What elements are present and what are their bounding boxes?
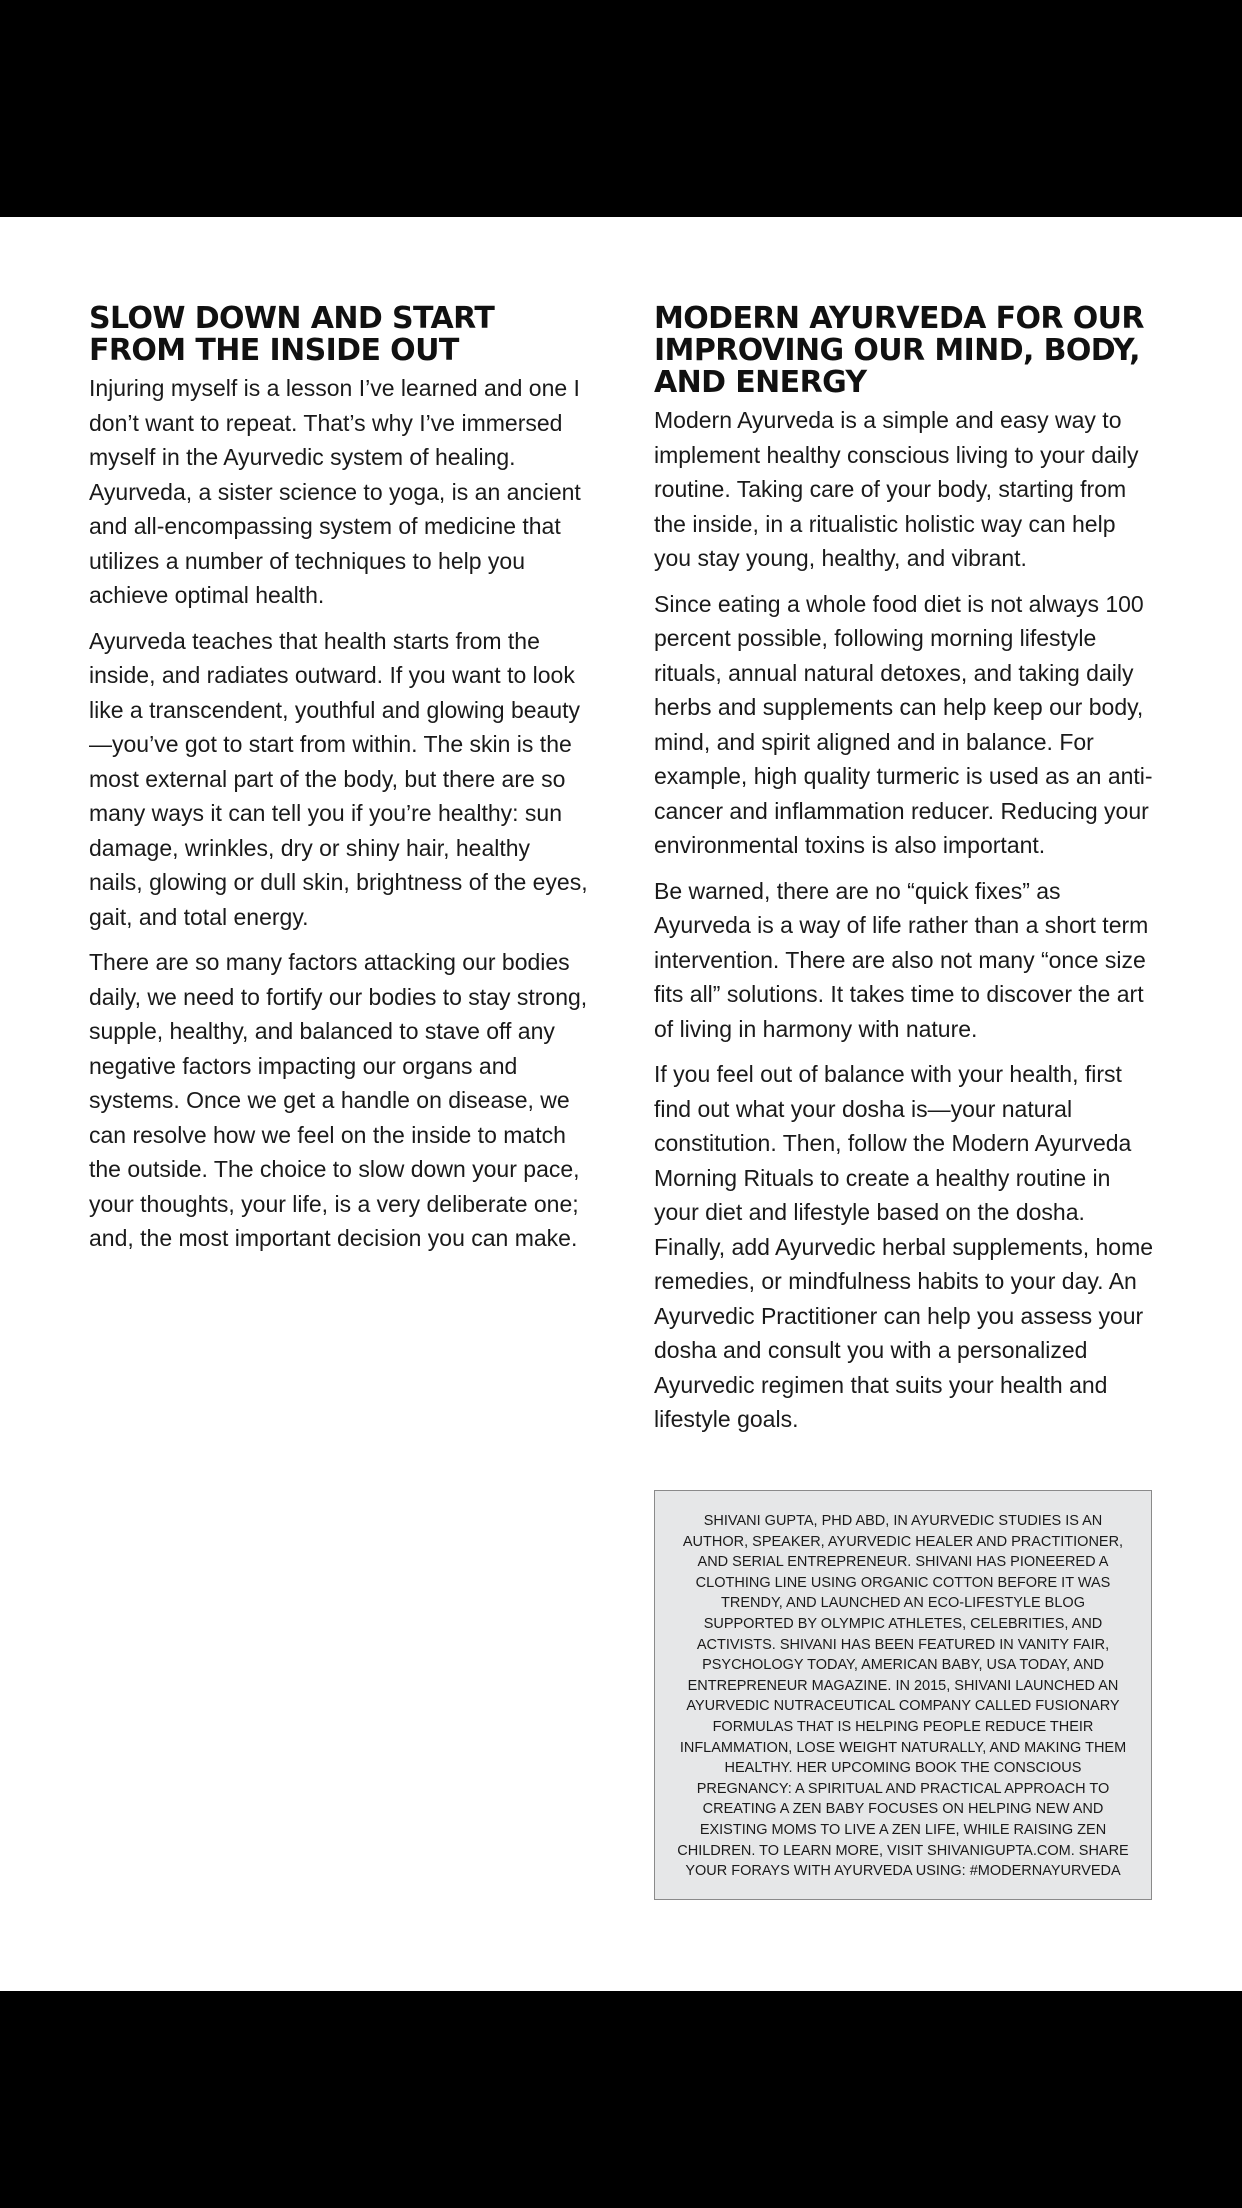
article-page — [0, 217, 1242, 1991]
left-paragraph: There are so many factors attacking our bodies daily, we need to fortify our bodies to stay strong, supple, healthy, and balanced to stave off any negative factors impacting our organs and systems. Once we get a handle on disease, we can resolve how we feel on the inside to match the outside. The choice to slow down your pace, your thoughts, your life, is a very deliberate one; and, the most important decision you can make. — [89, 949, 588, 1251]
left-column — [89, 303, 589, 1267]
left-column-heading: SLOW DOWN AND START FROM THE INSIDE OUT — [89, 301, 495, 368]
right-paragraph: Modern Ayurveda is a simple and easy way to implement healthy conscious living to your daily routine. Taking care of your body, starting from the inside, in a ritualistic holistic way can help you stay young, healthy, and vibrant. — [654, 407, 1139, 571]
author-bio-box — [654, 1490, 1152, 1900]
author-bio-text: SHIVANI GUPTA, PHD ABD, IN AYURVEDIC STUDIES IS AN AUTHOR, SPEAKER, AYURVEDIC HEALER AND PRACTITIONER, AND SERIAL ENTREPRENEUR. SHIVANI HAS PIONEERED A CLOTHING LINE USING ORGANIC COTTON BEFORE IT WAS TRENDY, AND LAUNCHED AN ECO-LIFESTYLE BLOG SUPPORTED BY OLYMPIC ATHLETES, CELEBRITIES, AND ACTIVISTS. SHIVANI HAS BEEN FEATURED IN VANITY FAIR, PSYCHOLOGY TODAY, AMERICAN BABY, USA TODAY, AND ENTREPRENEUR MAGAZINE. IN 2015, SHIVANI LAUNCHED AN AYURVEDIC NUTRACEUTICAL COMPANY CALLED FUSIONARY FORMULAS THAT IS HELPING PEOPLE REDUCE THEIR INFLAMMATION, LOSE WEIGHT NATURALLY, AND MAKING THEM HEALTHY. HER UPCOMING BOOK THE CONSCIOUS PREGNANCY: A SPIRITUAL AND PRACTICAL APPROACH TO CREATING A ZEN BABY FOCUSES ON HELPING NEW AND EXISTING MOMS TO LIVE A ZEN LIFE, WHILE RAISING ZEN CHILDREN. TO LEARN MORE, VISIT SHIVANIGUPTA.COM. SHARE YOUR FORAYS WITH AYURVEDA USING: #MODERNAYURVEDA — [677, 1513, 1129, 1880]
bottom-letterbox-bar — [0, 1991, 1242, 2208]
right-paragraph: Be warned, there are no “quick fixes” as Ayurveda is a way of life rather than a short term intervention. There are also not many “once size fits all” solutions. It takes time to discover the art of living in harmony with nature. — [654, 877, 1149, 1042]
left-paragraph: Ayurveda teaches that health starts from the inside, and radiates outward. If you want to look like a transcendent, youthful and glowing beauty—you’ve got to start from within. The skin is the most external part of the body, but there are so many ways it can tell you if you’re healthy: sun damage, wrinkles, dry or shiny hair, healthy nails, glowing or dull skin, brightness of the eyes, gait, and total energy. — [89, 627, 588, 930]
top-letterbox-bar — [0, 0, 1242, 217]
right-column — [654, 303, 1154, 1448]
right-column-heading: MODERN AYURVEDA FOR OUR IMPROVING OUR MIND, BODY, AND ENERGY — [654, 301, 1144, 400]
left-paragraph: Injuring myself is a lesson I’ve learned and one I don’t want to repeat. That’s why I’ve immersed myself in the Ayurvedic system of healing. Ayurveda, a sister science to yoga, is an ancient and all-encompassing system of medicine that utilizes a number of techniques to help you achieve optimal health. — [89, 375, 581, 608]
right-paragraph: If you feel out of balance with your health, first find out what your dosha is—your natural constitution. Then, follow the Modern Ayurveda Morning Rituals to create a healthy routine in your diet and lifestyle based on the dosha. Finally, add Ayurvedic herbal supplements, home remedies, or mindfulness habits to your day. An Ayurvedic Practitioner can help you assess your dosha and consult you with a personalized Ayurvedic regimen that suits your health and lifestyle goals. — [654, 1061, 1154, 1432]
right-paragraph: Since eating a whole food diet is not always 100 percent possible, following morning lifestyle rituals, annual natural detoxes, and taking daily herbs and supplements can help keep our body, mind, and spirit aligned and in balance. For example, high quality turmeric is used as an anti-cancer and inflammation reducer. Reducing your environmental toxins is also important. — [654, 590, 1153, 858]
